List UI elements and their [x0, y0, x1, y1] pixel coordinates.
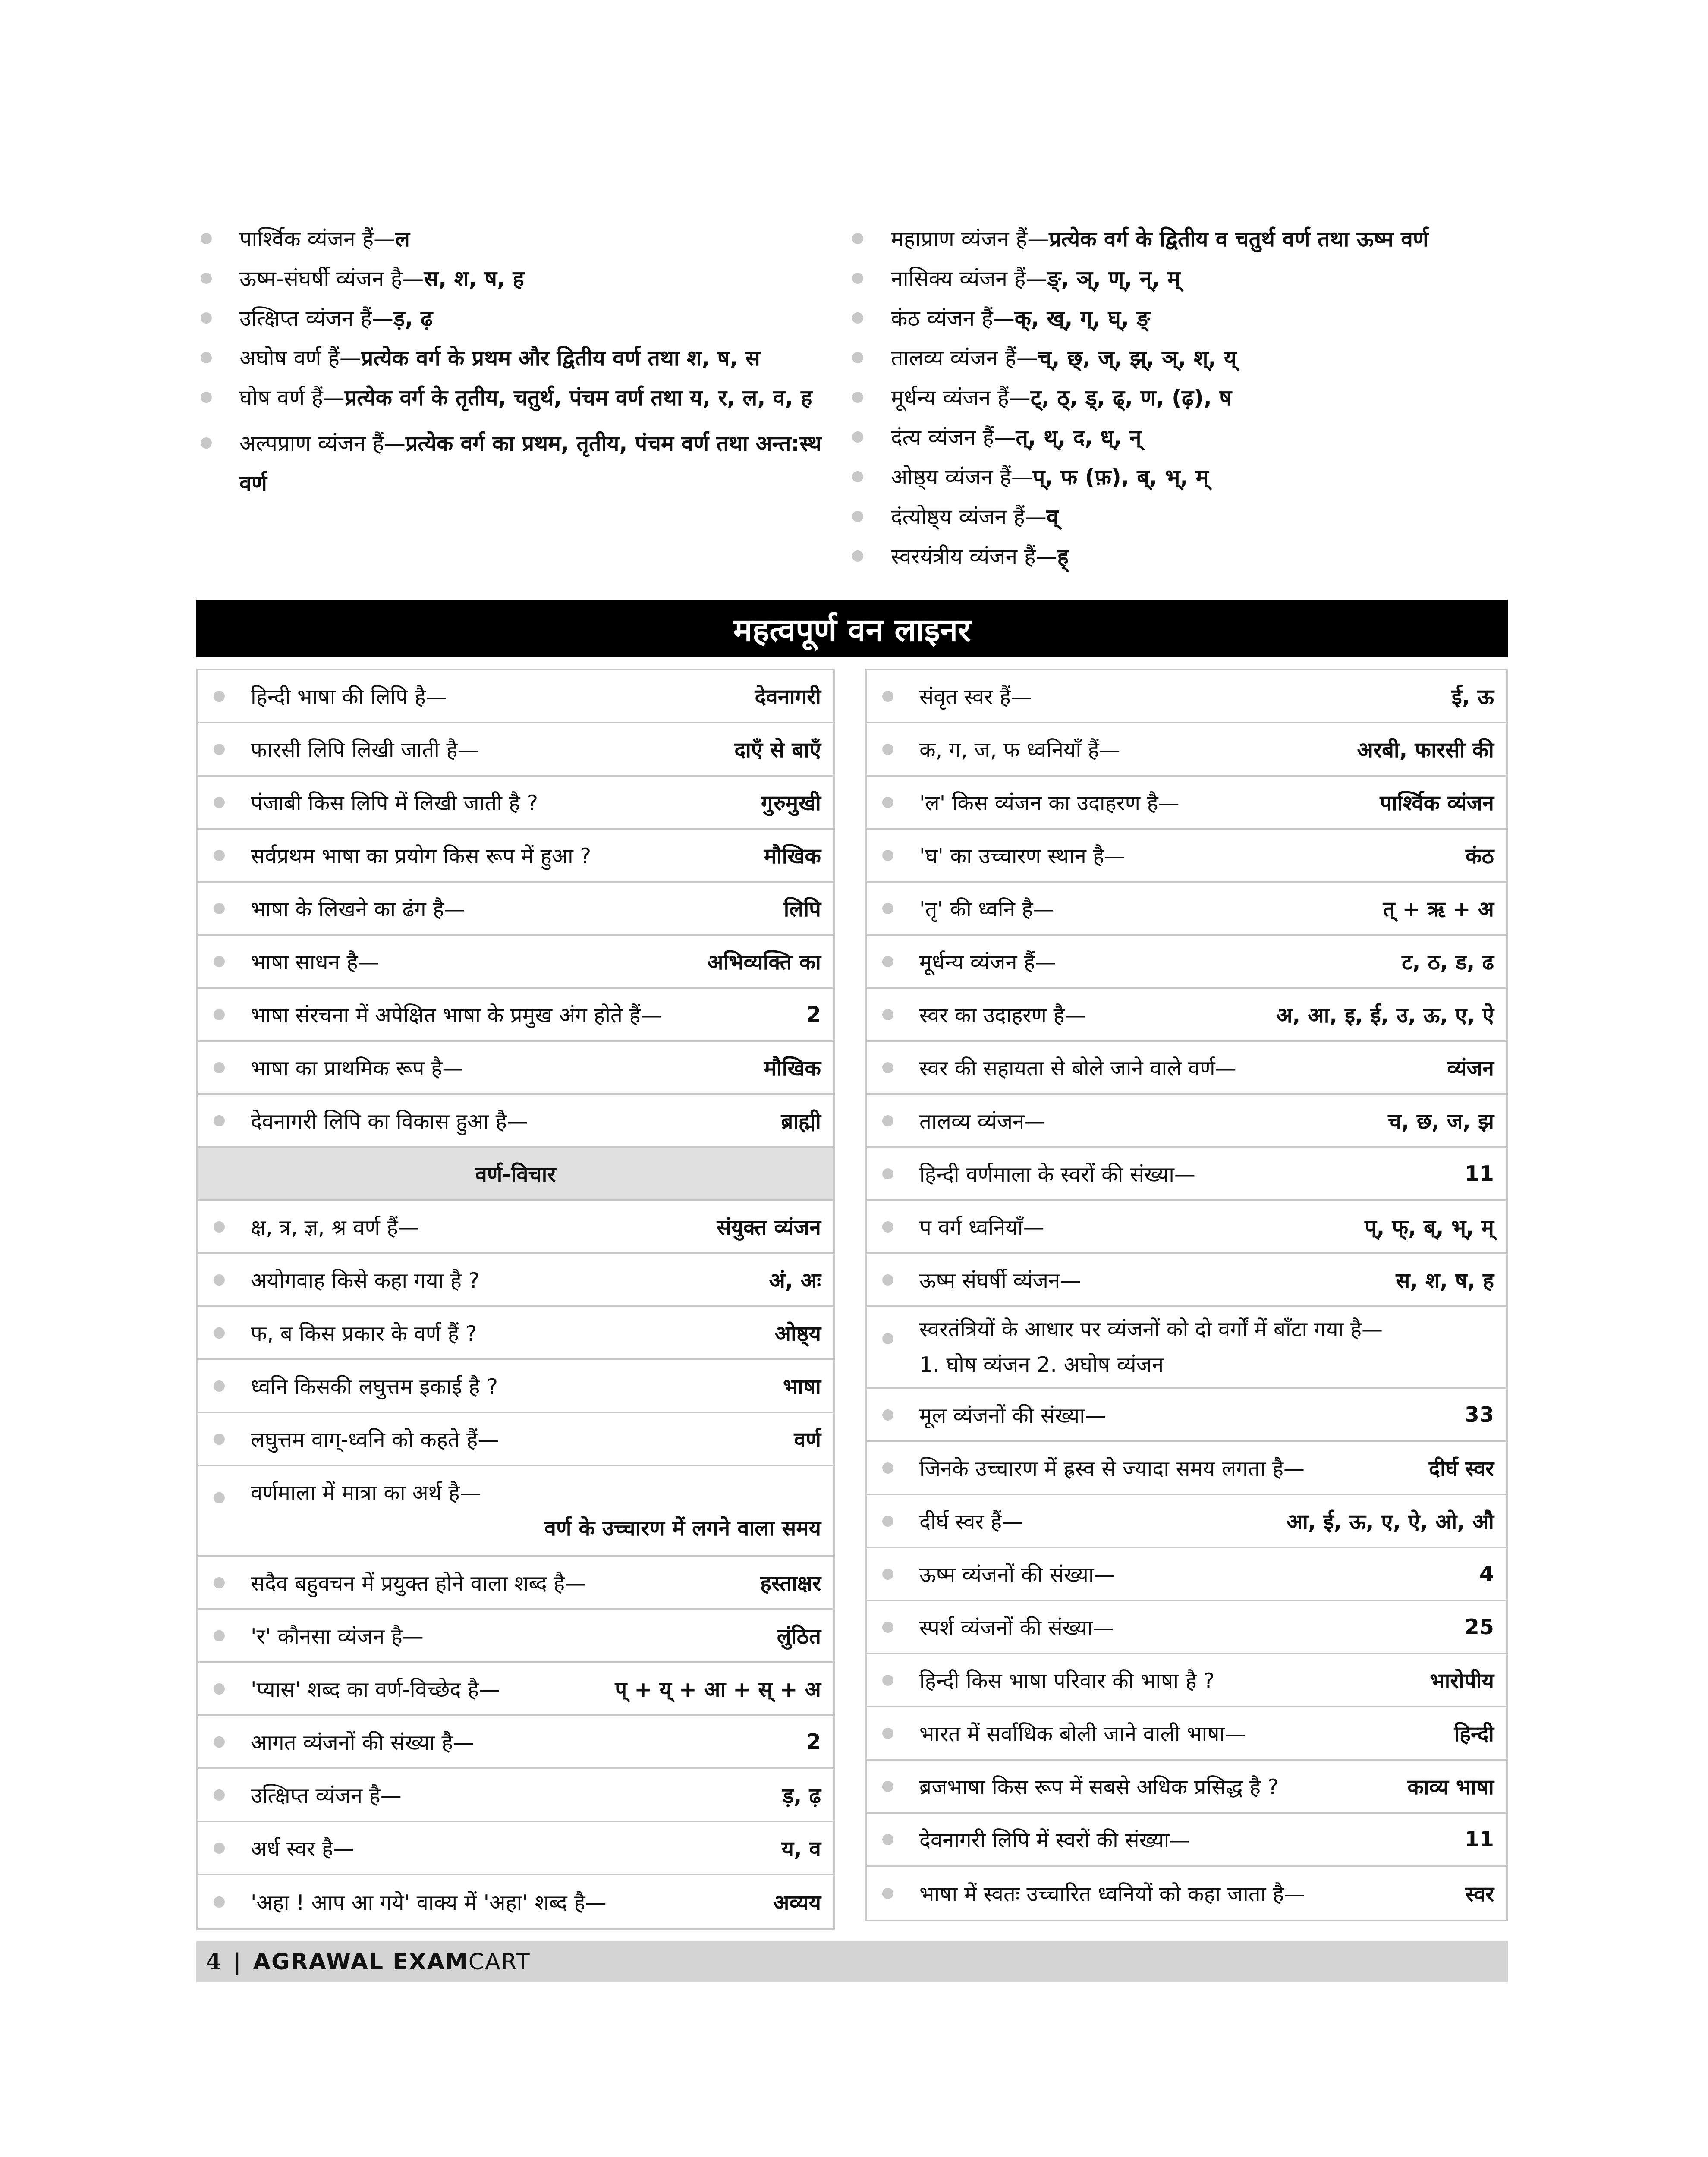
table-row: भारत में सर्वाधिक बोली जाने वाली भाषा— हिन्दी — [867, 1707, 1506, 1761]
key-facts-bullets — [196, 219, 1508, 576]
table-row: अर्ध स्वर है— य, व — [198, 1822, 833, 1875]
table-row: फ, ब किस प्रकार के वर्ण हैं ? ओष्ठ्य — [198, 1307, 833, 1360]
bullet-item: ऊष्म-संघर्षी व्यंजन है—स, श, ष, ह — [196, 259, 835, 299]
table-row: हिन्दी किस भाषा परिवार की भाषा है ? भारोपीय — [867, 1654, 1506, 1707]
table-row: देवनागरी लिपि में स्वरों की संख्या— 11 — [867, 1814, 1506, 1867]
bullet-item: तालव्य व्यंजन हैं—च्, छ्, ज्, झ्, ञ्, श्, य् — [848, 338, 1508, 378]
banner-title: महत्वपूर्ण वन लाइनर — [733, 611, 971, 649]
table-row: सर्वप्रथम भाषा का प्रयोग किस रूप में हुआ ? मौखिक — [198, 830, 833, 883]
bullet-column-left — [196, 219, 835, 576]
table-row: भाषा का प्राथमिक रूप है— मौखिक — [198, 1042, 833, 1095]
table-row: भाषा संरचना में अपेक्षित भाषा के प्रमुख अंग होते हैं— 2 — [198, 989, 833, 1042]
footer-separator: | — [233, 1949, 241, 1975]
table-row: तालव्य व्यंजन— च, छ, ज, झ — [867, 1095, 1506, 1148]
bullet-item: पार्श्विक व्यंजन हैं—ल — [196, 219, 835, 259]
bullet-item: घोष वर्ण हैं—प्रत्येक वर्ग के तृतीय, चतुर्थ, पंचम वर्ण तथा य, र, ल, व, ह — [196, 378, 835, 418]
bullet-item: अल्पप्राण व्यंजन हैं—प्रत्येक वर्ग का प्रथम, तृतीय, पंचम वर्ण तथा अन्त:स्थ वर्ण — [196, 424, 835, 503]
table-row: 'तृ' की ध्वनि है— त् + ऋ + अ — [867, 883, 1506, 936]
bullet-item: मूर्धन्य व्यंजन हैं—ट्, ठ्, ड्, ढ्, ण, (ढ़), ष — [848, 378, 1508, 418]
brand-logo: AGRAWAL EXAMCART — [253, 1949, 531, 1975]
table-row: स्वर का उदाहरण है— अ, आ, इ, ई, उ, ऊ, ए, ऐ — [867, 989, 1506, 1042]
table-row: स्वरतंत्रियों के आधार पर व्यंजनों को दो वर्गों में बाँटा गया है— 1. घोष व्यंजन 2. अघोष व्यंजन — [867, 1307, 1506, 1389]
bullet-column-right — [848, 219, 1508, 576]
page-footer — [196, 1941, 1508, 1982]
table-row: भाषा में स्वतः उच्चारित ध्वनियों को कहा जाता है— स्वर — [867, 1867, 1506, 1920]
bullet-item: कंठ व्यंजन हैं—क्, ख्, ग्, घ्, ङ् — [848, 299, 1508, 338]
table-row: स्वर की सहायता से बोले जाने वाले वर्ण— व्यंजन — [867, 1042, 1506, 1095]
table-row: आगत व्यंजनों की संख्या है— 2 — [198, 1716, 833, 1769]
table-row: फारसी लिपि लिखी जाती है— दाएँ से बाएँ — [198, 723, 833, 777]
table-row: 'ल' किस व्यंजन का उदाहरण है— पार्श्विक व्यंजन — [867, 777, 1506, 830]
table-row: 'घ' का उच्चारण स्थान है— कंठ — [867, 830, 1506, 883]
table-row: प वर्ग ध्वनियाँ— प्, फ्, ब्, भ्, म् — [867, 1201, 1506, 1254]
table-row: 'र' कौनसा व्यंजन है— लुंठित — [198, 1610, 833, 1663]
bullet-item: उत्क्षिप्त व्यंजन हैं—ड़, ढ़ — [196, 299, 835, 338]
table-row: ध्वनि किसकी लघुत्तम इकाई है ? भाषा — [198, 1360, 833, 1413]
table-row: पंजाबी किस लिपि में लिखी जाती है ? गुरुमुखी — [198, 777, 833, 830]
table-row: उत्क्षिप्त व्यंजन है— ड़, ढ़ — [198, 1769, 833, 1822]
bullet-item: दंत्य व्यंजन हैं—त्, थ्, द, ध्, न् — [848, 418, 1508, 457]
section-heading: वर्ण-विचार — [198, 1148, 833, 1201]
bullet-item: नासिक्य व्यंजन हैं—ङ्, ञ्, ण्, न्, म् — [848, 259, 1508, 299]
table-row: ब्रजभाषा किस रूप में सबसे अधिक प्रसिद्ध है ? काव्य भाषा — [867, 1761, 1506, 1814]
table-row: हिन्दी भाषा की लिपि है— देवनागरी — [198, 670, 833, 723]
table-row: हिन्दी वर्णमाला के स्वरों की संख्या— 11 — [867, 1148, 1506, 1201]
table-row: भाषा साधन है— अभिव्यक्ति का — [198, 936, 833, 989]
table-row: क, ग, ज, फ ध्वनियाँ हैं— अरबी, फारसी की — [867, 723, 1506, 777]
bullet-item: महाप्राण व्यंजन हैं—प्रत्येक वर्ग के द्वितीय व चतुर्थ वर्ण तथा ऊष्म वर्ण — [848, 219, 1508, 259]
bullet-item: ओष्ठ्य व्यंजन हैं—प्, फ (फ़), ब्, भ्, म् — [848, 457, 1508, 497]
table-row: भाषा के लिखने का ढंग है— लिपि — [198, 883, 833, 936]
table-row: जिनके उच्चारण में ह्रस्व से ज्यादा समय लगता है— दीर्घ स्वर — [867, 1442, 1506, 1495]
table-row: वर्णमाला में मात्रा का अर्थ है— वर्ण के उच्चारण में लगने वाला समय — [198, 1466, 833, 1557]
bullet-item: दंत्योष्ठ्य व्यंजन हैं—व् — [848, 497, 1508, 537]
bullet-item: स्वरयंत्रीय व्यंजन हैं—ह् — [848, 537, 1508, 576]
table-row: क्ष, त्र, ज्ञ, श्र वर्ण हैं— संयुक्त व्यंजन — [198, 1201, 833, 1254]
one-liner-table-right — [865, 669, 1508, 1921]
table-row: मूल व्यंजनों की संख्या— 33 — [867, 1389, 1506, 1442]
table-row: ऊष्म संघर्षी व्यंजन— स, श, ष, ह — [867, 1254, 1506, 1307]
table-row: देवनागरी लिपि का विकास हुआ है— ब्राह्मी — [198, 1095, 833, 1148]
table-row: दीर्घ स्वर हैं— आ, ई, ऊ, ए, ऐ, ओ, औ — [867, 1495, 1506, 1548]
table-row: ऊष्म व्यंजनों की संख्या— 4 — [867, 1548, 1506, 1601]
table-row: स्पर्श व्यंजनों की संख्या— 25 — [867, 1601, 1506, 1654]
table-row: लघुत्तम वाग्-ध्वनि को कहते हैं— वर्ण — [198, 1413, 833, 1466]
table-row: अयोगवाह किसे कहा गया है ? अं, अः — [198, 1254, 833, 1307]
table-row: सदैव बहुवचन में प्रयुक्त होने वाला शब्द है— हस्ताक्षर — [198, 1557, 833, 1610]
table-row: 'अहा ! आप आ गये' वाक्य में 'अहा' शब्द है— अव्यय — [198, 1875, 833, 1928]
one-liner-table-left — [196, 669, 835, 1930]
table-row: 'प्यास' शब्द का वर्ण-विच्छेद है— प् + य् + आ + स् + अ — [198, 1663, 833, 1716]
table-row: संवृत स्वर हैं— ई, ऊ — [867, 670, 1506, 723]
bullet-item: अघोष वर्ण हैं—प्रत्येक वर्ग के प्रथम और द्वितीय वर्ण तथा श, ष, स — [196, 338, 835, 378]
page-number: 4 — [206, 1949, 222, 1975]
table-row: मूर्धन्य व्यंजन हैं— ट, ठ, ड, ढ — [867, 936, 1506, 989]
section-banner — [196, 600, 1508, 657]
